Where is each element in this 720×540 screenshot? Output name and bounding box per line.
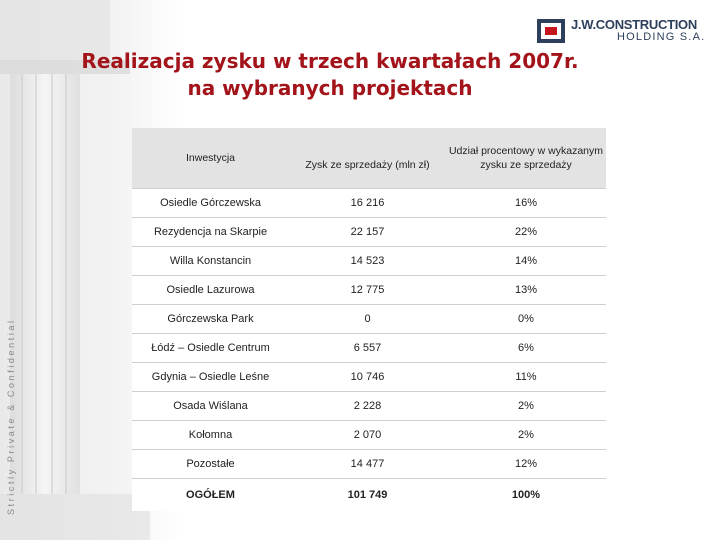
title-line-2: na wybranych projektach — [187, 76, 473, 100]
table-row — [132, 276, 606, 305]
table-row — [132, 189, 606, 218]
cell-share: 6% — [446, 334, 606, 363]
logo-company-suffix: HOLDING S.A. — [617, 31, 706, 43]
cell-investment: Osiedle Lazurowa — [132, 276, 289, 305]
cell-profit: 14 523 — [289, 247, 446, 276]
cell-share: 0% — [446, 305, 606, 334]
cell-investment: Górczewska Park — [132, 305, 289, 334]
cell-share: 22% — [446, 218, 606, 247]
profit-table — [132, 128, 606, 511]
cell-investment: Osada Wiślana — [132, 392, 289, 421]
cell-share: 14% — [446, 247, 606, 276]
cell-investment: Łódź – Osiedle Centrum — [132, 334, 289, 363]
cell-share: 13% — [446, 276, 606, 305]
table-row — [132, 305, 606, 334]
logo-company-name: J.W.CONSTRUCTION — [571, 17, 697, 32]
cell-investment: Rezydencja na Skarpie — [132, 218, 289, 247]
cell-profit: 0 — [289, 305, 446, 334]
total-profit: 101 749 — [289, 479, 446, 512]
cell-investment: Pozostałe — [132, 450, 289, 479]
cell-investment: Gdynia – Osiedle Leśne — [132, 363, 289, 392]
logo-mark-icon — [536, 18, 566, 44]
cell-investment: Osiedle Górczewska — [132, 189, 289, 218]
cell-share: 11% — [446, 363, 606, 392]
page-title — [80, 48, 580, 102]
cell-share: 2% — [446, 392, 606, 421]
table-row — [132, 392, 606, 421]
total-row — [132, 479, 606, 512]
table-row — [132, 450, 606, 479]
cell-profit: 2 228 — [289, 392, 446, 421]
table-row — [132, 218, 606, 247]
total-share: 100% — [446, 479, 606, 512]
cell-profit: 12 775 — [289, 276, 446, 305]
cell-profit: 2 070 — [289, 421, 446, 450]
table-row — [132, 247, 606, 276]
table-row — [132, 363, 606, 392]
confidentiality-note: Strictly Private & Confidential — [6, 318, 16, 515]
cell-profit: 22 157 — [289, 218, 446, 247]
cell-investment: Willa Konstancin — [132, 247, 289, 276]
cell-investment: Kołomna — [132, 421, 289, 450]
company-logo — [536, 18, 705, 44]
cell-share: 16% — [446, 189, 606, 218]
table-header-row — [132, 128, 606, 189]
table-row — [132, 421, 606, 450]
cell-profit: 16 216 — [289, 189, 446, 218]
cell-profit: 10 746 — [289, 363, 446, 392]
cell-profit: 14 477 — [289, 450, 446, 479]
total-label: OGÓŁEM — [132, 479, 289, 512]
header-share: Udział procentowy w wykazanym zysku ze sprzedaży — [446, 128, 606, 189]
title-line-1: Realizacja zysku w trzech kwartałach 2007r. — [81, 49, 579, 73]
cell-profit: 6 557 — [289, 334, 446, 363]
cell-share: 2% — [446, 421, 606, 450]
cell-share: 12% — [446, 450, 606, 479]
header-profit: Zysk ze sprzedaży (mln zł) — [289, 128, 446, 189]
table-row — [132, 334, 606, 363]
header-investment: Inwestycja — [132, 128, 289, 189]
